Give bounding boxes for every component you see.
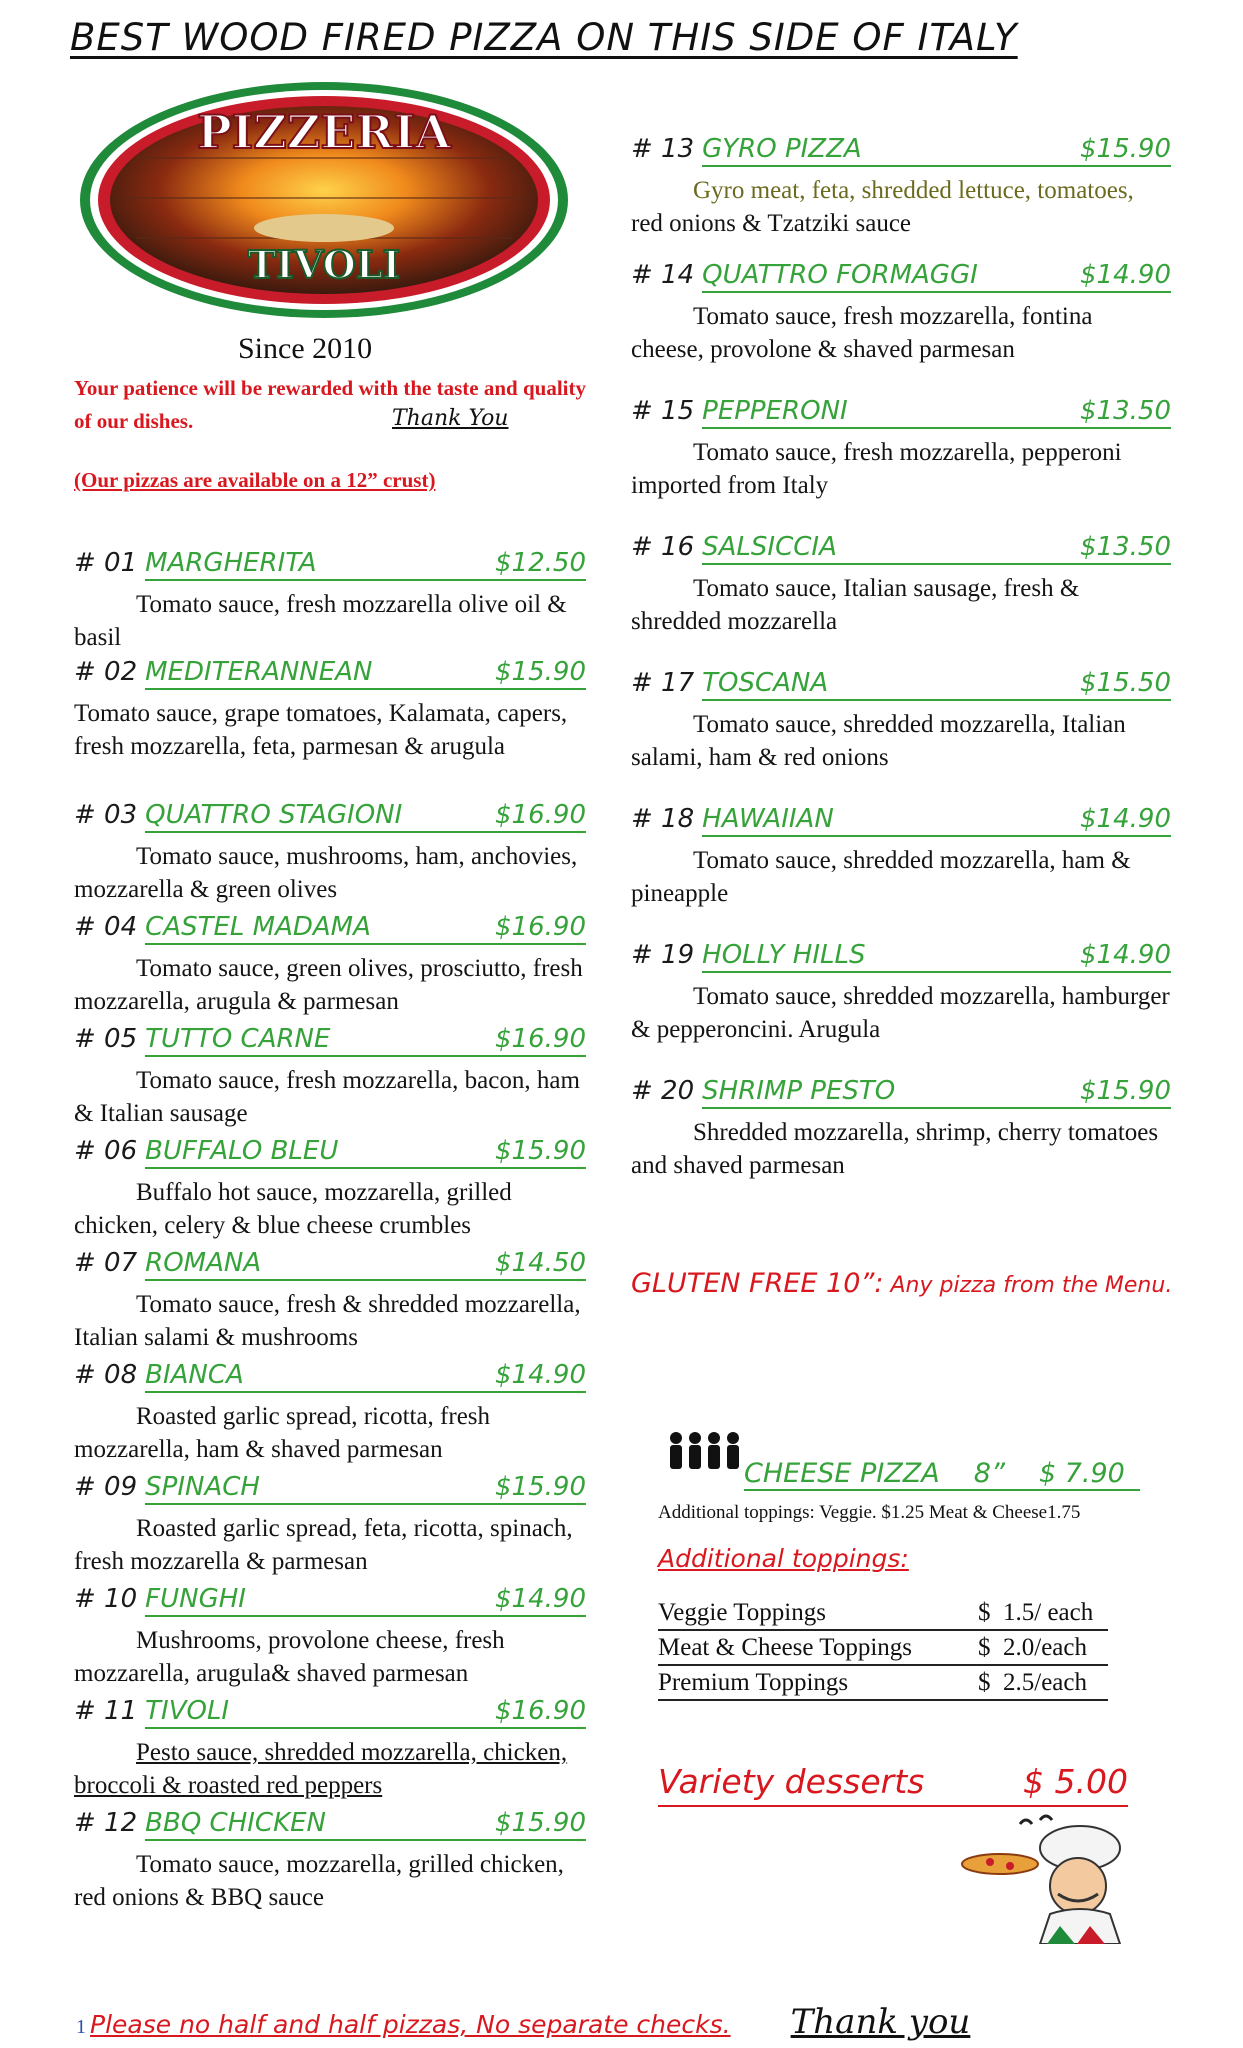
crust-note: (Our pizzas are available on a 12” crust): [74, 468, 436, 492]
menu-item-price: $16.90: [495, 800, 586, 830]
menu-item-title-line: [145, 1696, 586, 1729]
menu-item-header: [74, 1472, 586, 1508]
menu-item-name: TIVOLI: [145, 1696, 230, 1726]
since-label: Since 2010: [238, 332, 373, 365]
menu-item-name: QUATTRO STAGIONI: [145, 800, 403, 830]
menu-item-title-line: [145, 1360, 586, 1393]
menu-item-title-line: [145, 912, 586, 945]
menu-item-title-line: [145, 1024, 586, 1057]
menu-item-description: Shredded mozzarella, shrimp, cherry tomatoes and shaved parmesan: [631, 1119, 1159, 1179]
topping-price: $ 2.0/each: [978, 1634, 1087, 1661]
menu-item-number: # 20: [631, 1076, 695, 1106]
menu-item-header: [74, 1360, 586, 1396]
menu-item: [74, 1136, 586, 1242]
footer-policy: Please no half and half pizzas, No separate checks.: [90, 2010, 731, 2039]
menu-item-name: QUATTRO FORMAGGI: [702, 260, 978, 290]
menu-item-price: $16.90: [495, 912, 586, 942]
cheese-pizza-price: $ 7.90: [1038, 1458, 1125, 1489]
notice-thanks: Thank You: [392, 406, 509, 431]
menu-item-description: Roasted garlic spread, ricotta, fresh mozzarella, ham & shaved parmesan: [74, 1403, 491, 1463]
topping-row: [658, 1596, 1108, 1631]
menu-item-number: # 14: [631, 260, 695, 290]
menu-item-price: $13.50: [1080, 396, 1171, 426]
people-icon: [666, 1430, 742, 1470]
page-title: BEST WOOD FIRED PIZZA ON THIS SIDE OF ITALY: [70, 16, 1018, 59]
menu-item-price: $16.90: [495, 1024, 586, 1054]
menu-item-description: Tomato sauce, fresh mozzarella olive oil & basil: [74, 591, 567, 651]
topping-name: Veggie Toppings: [658, 1599, 826, 1626]
cheese-pizza-name: CHEESE PIZZA: [744, 1458, 940, 1489]
menu-item: [74, 1584, 586, 1690]
menu-item-number: # 01: [74, 548, 138, 578]
menu-item-name: PEPPERONI: [702, 396, 848, 426]
cheese-pizza-line: [744, 1458, 1140, 1491]
menu-item-price: $16.90: [495, 1696, 586, 1726]
menu-item: [631, 396, 1171, 502]
menu-item-name: ROMANA: [145, 1248, 262, 1278]
menu-item-description: Tomato sauce, shredded mozzarella, Italian salami, ham & red onions: [631, 711, 1126, 771]
menu-item-description: Tomato sauce, fresh mozzarella, bacon, ham & Italian sausage: [74, 1067, 580, 1127]
footer-thanks: Thank you: [790, 2002, 971, 2042]
menu-item: [74, 1248, 586, 1354]
topping-price: $ 2.5/each: [978, 1669, 1087, 1696]
menu-item-price: $15.50: [1080, 668, 1171, 698]
menu-item-number: # 09: [74, 1472, 138, 1502]
menu-item-description: Roasted garlic spread, feta, ricotta, spinach, fresh mozzarella & parmesan: [74, 1515, 573, 1575]
menu-item-description: Tomato sauce, shredded mozzarella, hamburger & pepperoncini. Arugula: [631, 983, 1170, 1043]
menu-item-price: $14.50: [495, 1248, 586, 1278]
menu-item-name: MEDITERANNEAN: [145, 657, 373, 687]
menu-item-title-line: [702, 396, 1171, 429]
menu-item-number: # 10: [74, 1584, 138, 1614]
menu-item: [74, 657, 586, 763]
gluten-free-label: GLUTEN FREE 10”:: [631, 1268, 884, 1299]
menu-item-title-line: [702, 1076, 1171, 1109]
menu-item-title-line: [702, 940, 1171, 973]
menu-item-number: # 04: [74, 912, 138, 942]
menu-item-number: # 07: [74, 1248, 138, 1278]
menu-item-description: [631, 174, 1171, 240]
menu-item-description-rest: red onions & Tzatziki sauce: [631, 210, 912, 237]
patience-notice: Your patience will be rewarded with the taste and quality of our dishes.: [74, 376, 586, 433]
menu-item-header: [631, 532, 1171, 568]
menu-item-header: [74, 1808, 586, 1844]
topping-price: $ 1.5/ each: [978, 1599, 1094, 1626]
menu-item-name: HOLLY HILLS: [702, 940, 866, 970]
menu-item-header: [74, 1024, 586, 1060]
topping-name: Meat & Cheese Toppings: [658, 1634, 913, 1661]
menu-item: [74, 1696, 586, 1802]
menu-item-number: # 13: [631, 134, 695, 164]
menu-item-number: # 11: [74, 1696, 138, 1726]
menu-item: [631, 804, 1171, 910]
menu-item-title-line: [145, 1136, 586, 1169]
menu-item-number: # 08: [74, 1360, 138, 1390]
menu-item-description: Tomato sauce, mushrooms, ham, anchovies, mozzarella & green olives: [74, 843, 578, 903]
page-number: 1: [76, 2016, 86, 2038]
desserts-line: [658, 1762, 1128, 1807]
menu-item: [631, 668, 1171, 774]
menu-item-description: Tomato sauce, green olives, prosciutto, fresh mozzarella, arugula & parmesan: [74, 955, 583, 1015]
menu-item-number: # 12: [74, 1808, 138, 1838]
menu-item-name: TOSCANA: [702, 668, 829, 698]
menu-item-number: # 03: [74, 800, 138, 830]
menu-item: [631, 1076, 1171, 1182]
menu-item: [631, 260, 1171, 366]
menu-item: [631, 940, 1171, 1046]
menu-item-header: [631, 134, 1171, 170]
gluten-free-note: [631, 1262, 1191, 1309]
menu-item-name: FUNGHI: [145, 1584, 246, 1614]
menu-item: [74, 548, 586, 654]
menu-item: [74, 1472, 586, 1578]
menu-item-title-line: [702, 668, 1171, 701]
menu-item-title-line: [702, 134, 1171, 167]
menu-item-header: [74, 1584, 586, 1620]
menu-item-name: SPINACH: [145, 1472, 260, 1502]
menu-item-header: [631, 396, 1171, 432]
menu-item-title-line: [145, 800, 586, 833]
menu-item-number: # 19: [631, 940, 695, 970]
topping-row: [658, 1666, 1108, 1701]
menu-item-name: BUFFALO BLEU: [145, 1136, 339, 1166]
menu-item: [631, 134, 1171, 240]
additional-toppings-title: Additional toppings:: [658, 1544, 909, 1573]
menu-item-price: $13.50: [1080, 532, 1171, 562]
menu-item-price: $12.50: [495, 548, 586, 578]
menu-item-name: BBQ CHICKEN: [145, 1808, 326, 1838]
menu-item-header: [74, 1248, 586, 1284]
menu-item: [74, 800, 586, 906]
menu-item: [74, 1808, 586, 1914]
menu-item-price: $15.90: [495, 1136, 586, 1166]
menu-item-title-line: [145, 548, 586, 581]
menu-item-title-line: [702, 804, 1171, 837]
menu-item-header: [631, 804, 1171, 840]
menu-item-description: Tomato sauce, shredded mozzarella, ham & pineapple: [631, 847, 1131, 907]
menu-item-description: Mushrooms, provolone cheese, fresh mozzarella, arugula& shaved parmesan: [74, 1627, 505, 1687]
menu-item-name: HAWAIIAN: [702, 804, 834, 834]
menu-item-name: MARGHERITA: [145, 548, 317, 578]
menu-item-title-line: [145, 657, 586, 690]
menu-item-name: SALSICCIA: [702, 532, 837, 562]
menu-item-title-line: [145, 1472, 586, 1505]
cheese-pizza-size: 8”: [973, 1458, 1005, 1489]
menu-item-header: [74, 657, 586, 693]
menu-item-header: [74, 1136, 586, 1172]
menu-item-description-highlight: Gyro meat, feta, shredded lettuce, tomatoes,: [693, 177, 1134, 204]
menu-item-number: # 05: [74, 1024, 138, 1054]
additional-toppings-line: Additional toppings: Veggie. $1.25 Meat & Cheese1.75: [658, 1502, 1081, 1523]
menu-item: [74, 1024, 586, 1130]
menu-item-header: [74, 912, 586, 948]
menu-item: [74, 1360, 586, 1466]
menu-item-price: $14.90: [495, 1584, 586, 1614]
logo-top-text: PIZZERIA: [197, 105, 451, 159]
menu-item-header: [631, 260, 1171, 296]
menu-item-name: TUTTO CARNE: [145, 1024, 331, 1054]
menu-item-header: [74, 800, 586, 836]
menu-item-price: $15.90: [495, 1472, 586, 1502]
menu-item-description: Tomato sauce, fresh & shredded mozzarella, Italian salami & mushrooms: [74, 1291, 581, 1351]
pizzeria-logo: [76, 78, 572, 322]
menu-item-name: BIANCA: [145, 1360, 244, 1390]
menu-item-description: Pesto sauce, shredded mozzarella, chicken, broccoli & roasted red peppers: [74, 1739, 568, 1799]
menu-item-number: # 16: [631, 532, 695, 562]
menu-item-title-line: [702, 260, 1171, 293]
footer: [76, 2002, 1176, 2042]
desserts-price: $ 5.00: [1023, 1762, 1128, 1801]
menu-item-description: Buffalo hot sauce, mozzarella, grilled chicken, celery & blue cheese crumbles: [74, 1179, 512, 1239]
gluten-free-text: Any pizza from the Menu.: [883, 1273, 1173, 1298]
menu-item-price: $15.90: [1080, 1076, 1171, 1106]
menu-item-price: $14.90: [495, 1360, 586, 1390]
menu-item-header: [631, 1076, 1171, 1112]
menu-item: [74, 912, 586, 1018]
menu-item-name: GYRO PIZZA: [702, 134, 862, 164]
menu-item-price: $15.90: [1080, 134, 1171, 164]
desserts-label: Variety desserts: [658, 1762, 925, 1801]
menu-item-number: # 02: [74, 657, 138, 687]
menu-item-price: $14.90: [1080, 260, 1171, 290]
menu-item-title-line: [702, 532, 1171, 565]
toppings-list: [658, 1596, 1108, 1701]
chef-icon: [960, 1814, 1150, 1944]
menu-item-name: CASTEL MADAMA: [145, 912, 371, 942]
menu-item-name: SHRIMP PESTO: [702, 1076, 896, 1106]
menu-item-description: Tomato sauce, fresh mozzarella, pepperoni imported from Italy: [631, 439, 1122, 499]
topping-row: [658, 1631, 1108, 1666]
menu-item-price: $15.90: [495, 657, 586, 687]
menu-item-price: $15.90: [495, 1808, 586, 1838]
menu-item-number: # 18: [631, 804, 695, 834]
menu-item-price: $14.90: [1080, 804, 1171, 834]
menu-item-title-line: [145, 1808, 586, 1841]
menu-item-header: [74, 548, 586, 584]
menu-item-description: Tomato sauce, grape tomatoes, Kalamata, capers, fresh mozzarella, feta, parmesan & arugula: [74, 700, 568, 760]
menu-item-header: [631, 940, 1171, 976]
menu-item-description: Tomato sauce, fresh mozzarella, fontina cheese, provolone & shaved parmesan: [631, 303, 1093, 363]
topping-name: Premium Toppings: [658, 1669, 849, 1696]
menu-item-description: Tomato sauce, Italian sausage, fresh & shredded mozzarella: [631, 575, 1080, 635]
menu-item-title-line: [145, 1248, 586, 1281]
menu-item-title-line: [145, 1584, 586, 1617]
menu-item-number: # 15: [631, 396, 695, 426]
menu-item: [631, 532, 1171, 638]
menu-item-number: # 06: [74, 1136, 138, 1166]
menu-item-price: $14.90: [1080, 940, 1171, 970]
menu-item-number: # 17: [631, 668, 695, 698]
menu-item-header: [74, 1696, 586, 1732]
menu-item-description: Tomato sauce, mozzarella, grilled chicken, red onions & BBQ sauce: [74, 1851, 564, 1911]
logo-bottom-text: TIVOLI: [247, 242, 401, 287]
menu-item-header: [631, 668, 1171, 704]
